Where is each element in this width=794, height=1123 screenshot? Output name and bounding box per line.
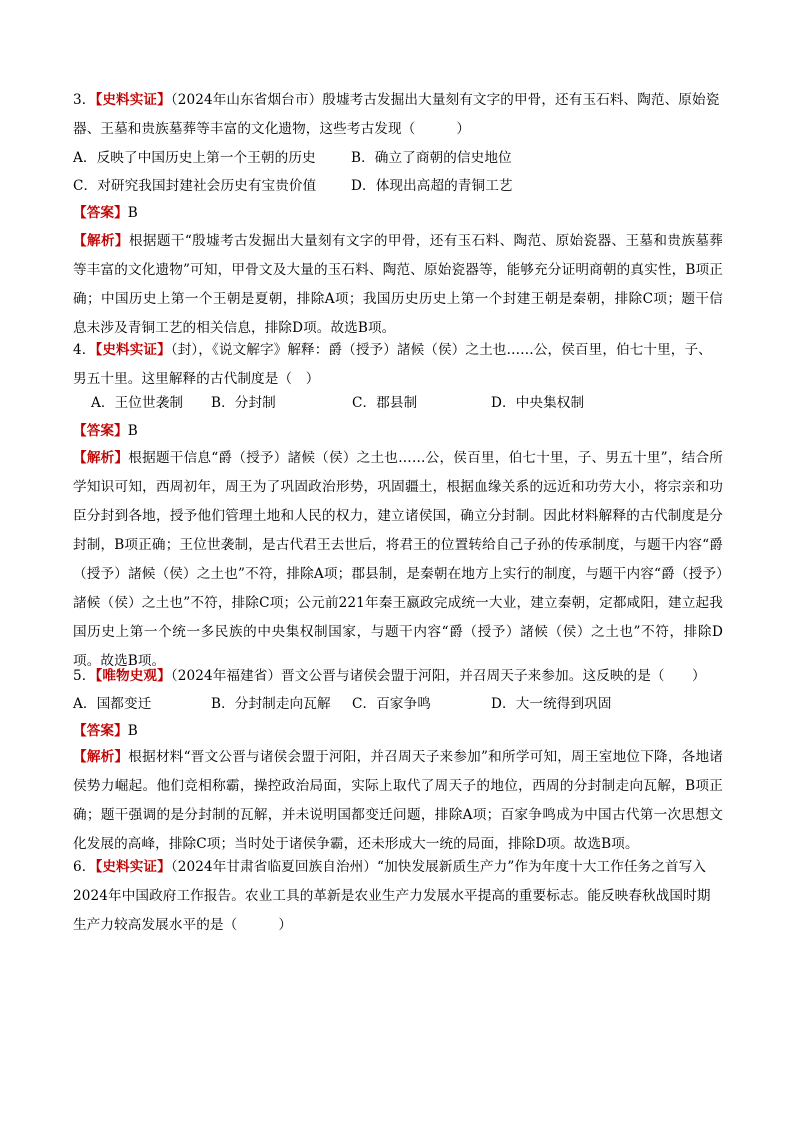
question-4-options — [91, 389, 741, 418]
analysis-label: 【解析】 — [73, 749, 129, 765]
question-3-options-row-2 — [73, 172, 723, 201]
question-3-answer — [73, 203, 723, 223]
question-5-stem — [73, 662, 723, 691]
question-4-stem — [73, 336, 723, 394]
question-number: 6． — [73, 859, 96, 875]
answer-label: 【答案】 — [73, 423, 128, 439]
question-number: 4． — [73, 342, 96, 358]
question-3-stem — [73, 86, 723, 144]
option-d: D．体现出高超的青铜工艺 — [351, 178, 513, 194]
option-a: A．王位世袭制 — [91, 395, 184, 411]
answer-label: 【答案】 — [73, 723, 128, 739]
question-text: （2024年山东省烟台市）殷墟考古发掘出大量刻有文字的甲骨，还有玉石料、陶范、原始瓷器、王墓和贵族墓葬等丰富的文化遗物，这些考古发现（ ） — [73, 92, 720, 137]
option-a: A．反映了中国历史上第一个王朝的历史 — [73, 150, 316, 166]
question-text: （封），《说文解字》解释：爵（授予）諸候（侯）之土也……公，侯百里，伯七十里，子、男五十里。这里解释的古代制度是（ ） — [73, 342, 712, 387]
question-4-analysis — [73, 444, 723, 676]
question-tag: 【唯物史观】 — [95, 668, 171, 684]
question-3-analysis — [73, 227, 723, 343]
question-text: （2024年甘肃省临夏回族自治州）“加快发展新质生产力”作为年度十大工作任务之首写入2024年中国政府工作报告。农业工具的革新是农业生产力发展水平提高的重要标志。能反映春秋战国时期生产力较高发展水平的是（ ） — [73, 859, 711, 933]
question-text: （2024年福建省）晋文公晋与诸侯会盟于河阳，并召周天子来参加。这反映的是（ ） — [170, 668, 706, 684]
question-tag: 【史料实证】 — [95, 859, 171, 875]
option-b: B．分封制走向瓦解 — [211, 696, 331, 712]
analysis-text: 根据题干“殷墟考古发掘出大量刻有文字的甲骨，还有玉石料、陶范、原始瓷器、王墓和贵族墓葬等丰富的文化遗物”可知，甲骨文及大量的玉石料、陶范、原始瓷器等，能够充分证明商朝的真实性，B项正确；中国历史上第一个王朝是夏朝，排除A项；我国历史历史上第一个封建王朝是秦朝，排除C项；题干信息未涉及青铜工艺的相关信息，排除D项。故选B项。 — [73, 233, 724, 336]
question-tag: 【史料实证】 — [95, 342, 171, 358]
answer-value: B — [127, 423, 138, 439]
answer-label: 【答案】 — [73, 205, 128, 221]
option-b: B．确立了商朝的信史地位 — [351, 150, 512, 166]
answer-value: B — [127, 723, 138, 739]
question-tag: 【史料实证】 — [95, 92, 171, 108]
question-5-answer — [73, 721, 723, 741]
option-c: C．对研究我国封建社会历史有宝贵价值 — [73, 178, 317, 194]
question-3-options-row-1 — [73, 144, 723, 173]
question-6-stem — [73, 853, 723, 940]
question-number: 5． — [73, 668, 96, 684]
analysis-text: 根据材料“晋文公晋与诸侯会盟于河阳，并召周天子来参加”和所学可知，周王室地位下降，各地诸侯势力崛起。他们竞相称霸，操控政治局面，实际上取代了周天子的地位，西周的分封制走向瓦解，B项正确；题干强调的是分封制的瓦解，并未说明国都变迁问题，排除A项；百家争鸣成为中国古代第一次思想文化发展的高峰，排除C项；当时处于诸侯争霸，还未形成大一统的局面，排除D项。故选B项。 — [73, 749, 724, 852]
answer-value: B — [127, 205, 138, 221]
option-c: C．百家争鸣 — [352, 696, 431, 712]
question-5-analysis — [73, 743, 723, 859]
option-b: B．分封制 — [211, 395, 276, 411]
analysis-text: 根据题干信息“爵（授予）諸候（侯）之土也……公，侯百里，伯七十里，子、男五十里”，结合所学知识可知，西周初年，周王为了巩固政治形势，巩固疆土，根据血缘关系的远近和功劳大小，将宗亲和功臣分封到各地，授予他们管理土地和人民的权力，建立诸侯国，确立分封制。因此材料解释的古代制度是分封制，B项正确；王位世袭制，是古代君王去世后，将君王的位置转给自己子孙的传承制度，与题干内容“爵（授予）諸候（侯）之土也”不符，排除A项；郡县制，是秦朝在地方上实行的制度，与题干内容“爵（授予）諸候（侯）之土也”不符，排除C项；公元前221年秦王嬴政完成统一大业，建立秦朝，定都咸阳，建立起我国历史上第一个统一多民族的中央集权制国家，与题干内容“爵（授予）諸候（侯）之土也”不符，排除D项。故选B项。 — [73, 450, 723, 669]
question-5-options — [73, 690, 723, 719]
analysis-label: 【解析】 — [73, 450, 129, 466]
question-number: 3． — [73, 92, 96, 108]
option-d: D．中央集权制 — [491, 395, 585, 411]
question-4-answer — [73, 421, 723, 441]
option-d: D．大一统得到巩固 — [491, 696, 612, 712]
option-c: C．郡县制 — [352, 395, 418, 411]
option-a: A．国都变迁 — [73, 696, 152, 712]
analysis-label: 【解析】 — [73, 233, 129, 249]
